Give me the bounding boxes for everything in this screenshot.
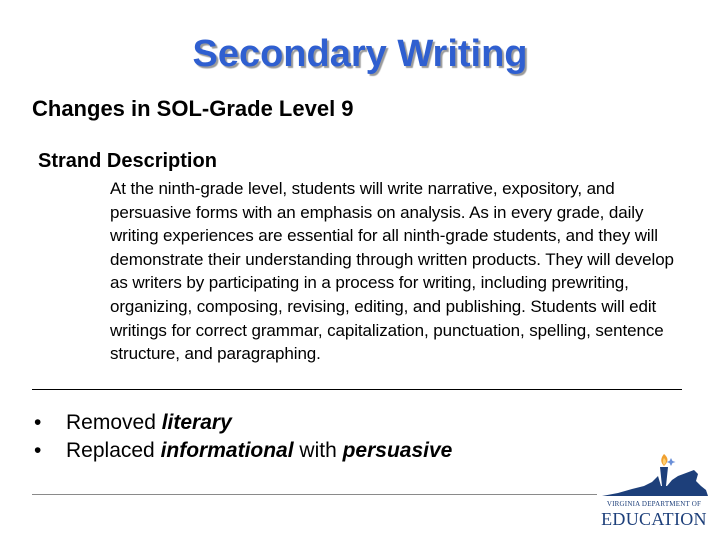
logo-text-department: VIRGINIA DEPARTMENT OF bbox=[606, 500, 702, 508]
logo-text-education: EDUCATION bbox=[601, 509, 707, 529]
bullet-prefix: Removed bbox=[66, 411, 162, 434]
bullet-marker: • bbox=[34, 411, 42, 434]
list-item-removed bbox=[34, 409, 452, 437]
bullet-prefix: Replaced bbox=[66, 439, 161, 462]
strand-description-heading: Strand Description bbox=[38, 150, 217, 172]
bullet-emphasis-literary: literary bbox=[161, 411, 232, 434]
bullet-middle: with bbox=[293, 439, 343, 462]
bullet-emphasis-persuasive: persuasive bbox=[342, 439, 453, 462]
strand-description-text: At the ninth-grade level, students will write narrative, expository, and persuasive forms with an emphasis on analysis. As in every grade, daily writing experiences are essential for all ninth-grade students, and they will demonstrate their understanding through written products. They will develop as writers by participating in a process for writing, including prewriting, organizing, composing, revising, editing, and publishing. Students will edit writings for correct grammar, capitalization, punctuation, spelling, sentence structure, and paragraphing. bbox=[110, 179, 674, 364]
vdoe-logo bbox=[598, 446, 714, 532]
slide-subtitle: Changes in SOL-Grade Level 9 bbox=[32, 96, 354, 121]
slide-title: Secondary Writing bbox=[192, 33, 528, 75]
section-divider bbox=[32, 389, 682, 390]
footer-divider bbox=[32, 494, 597, 495]
bullet-marker: • bbox=[34, 439, 42, 462]
bullet-emphasis-informational: informational bbox=[160, 439, 294, 462]
changes-list bbox=[34, 409, 452, 465]
virginia-torch-logo-icon bbox=[598, 446, 714, 502]
list-item-replaced bbox=[34, 437, 452, 465]
